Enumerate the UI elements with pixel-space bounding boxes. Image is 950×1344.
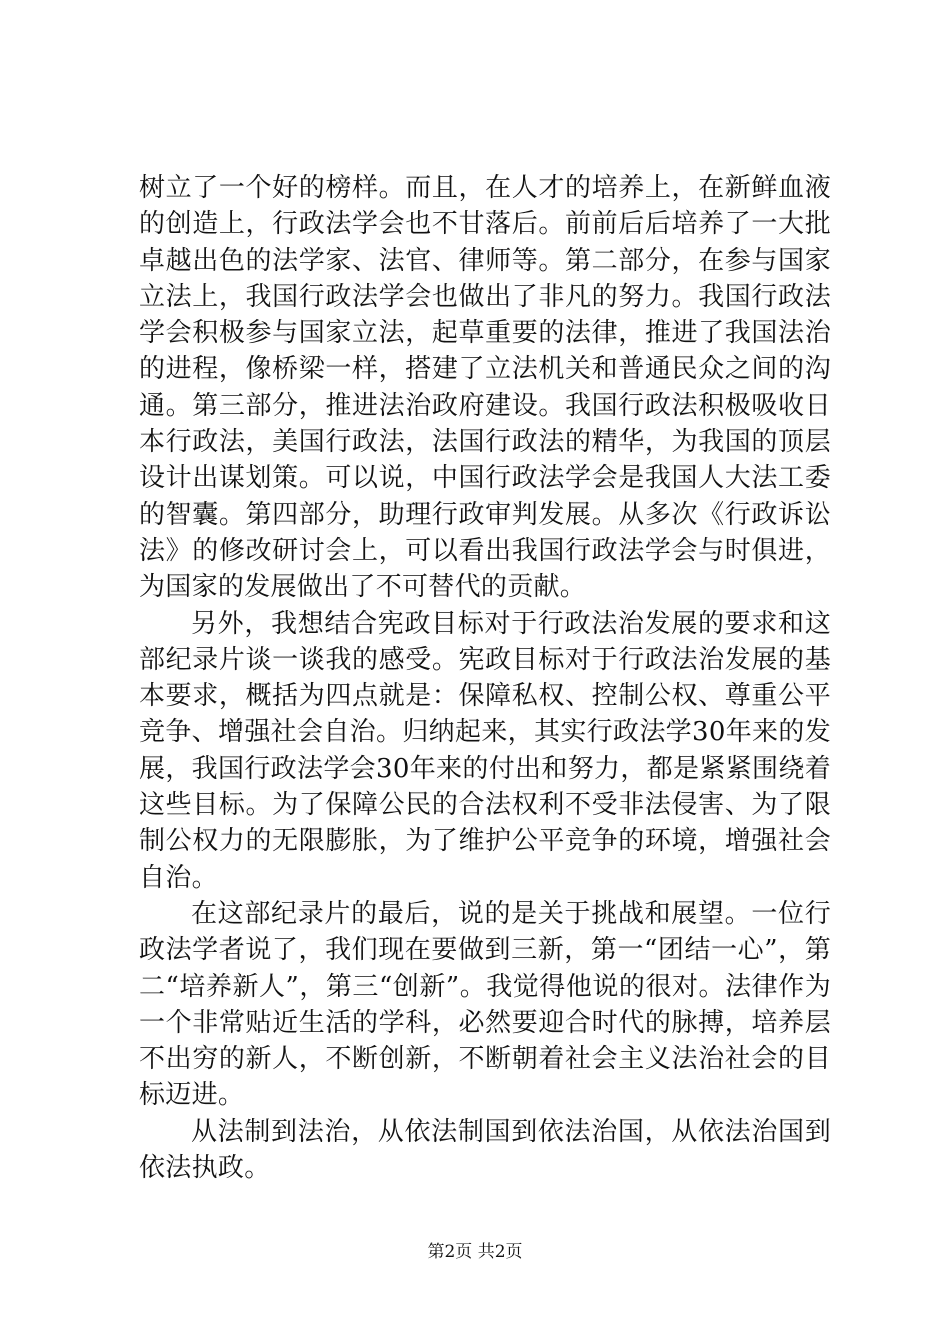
paragraph-conclusion: 从法制到法治，从依法制国到依法治国，从依法治国到依法执政。 xyxy=(139,1116,831,1184)
document-body xyxy=(139,170,831,1186)
paragraph-challenges-outlook: 在这部纪录片的最后，说的是关于挑战和展望。一位行政法学者说了，我们现在要做到三新，第一“团结一心”，第二“培养新人”，第三“创新”。我觉得他说的很对。法律作为一个非常贴近生活的学科，必然要迎合时代的脉搏，培养层不出穷的新人，不断创新，不断朝着社会主义法治社会的目标迈进。 xyxy=(139,898,831,1111)
paragraph-constitutional-goals: 另外，我想结合宪政目标对于行政法治发展的要求和这部纪录片谈一谈我的感受。宪政目标对于行政法治发展的基本要求，概括为四点就是：保障私权、控制公权、尊重公平竞争、增强社会自治。归纳起来，其实行政法学30年来的发展，我国行政法学会30年来的付出和努力，都是紧紧围绕着这些目标。为了保障公民的合法权利不受非法侵害、为了限制公权力的无限膨胀，为了维护公平竞争的环境，增强社会自治。 xyxy=(139,608,831,893)
paragraph-continued: 树立了一个好的榜样。而且，在人才的培养上，在新鲜血液的创造上，行政法学会也不甘落后。前前后后培养了一大批卓越出色的法学家、法官、律师等。第二部分，在参与国家立法上，我国行政法学会也做出了非凡的努力。我国行政法学会积极参与国家立法，起草重要的法律，推进了我国法治的进程，像桥梁一样，搭建了立法机关和普通民众之间的沟通。第三部分，推进法治政府建设。我国行政法积极吸收日本行政法，美国行政法，法国行政法的精华，为我国的顶层设计出谋划策。可以说，中国行政法学会是我国人大法工委的智囊。第四部分，助理行政审判发展。从多次《行政诉讼法》的修改研讨会上，可以看出我国行政法学会与时俱进，为国家的发展做出了不可替代的贡献。 xyxy=(139,173,831,603)
page-number-footer: 第2页 共2页 xyxy=(427,1242,523,1262)
